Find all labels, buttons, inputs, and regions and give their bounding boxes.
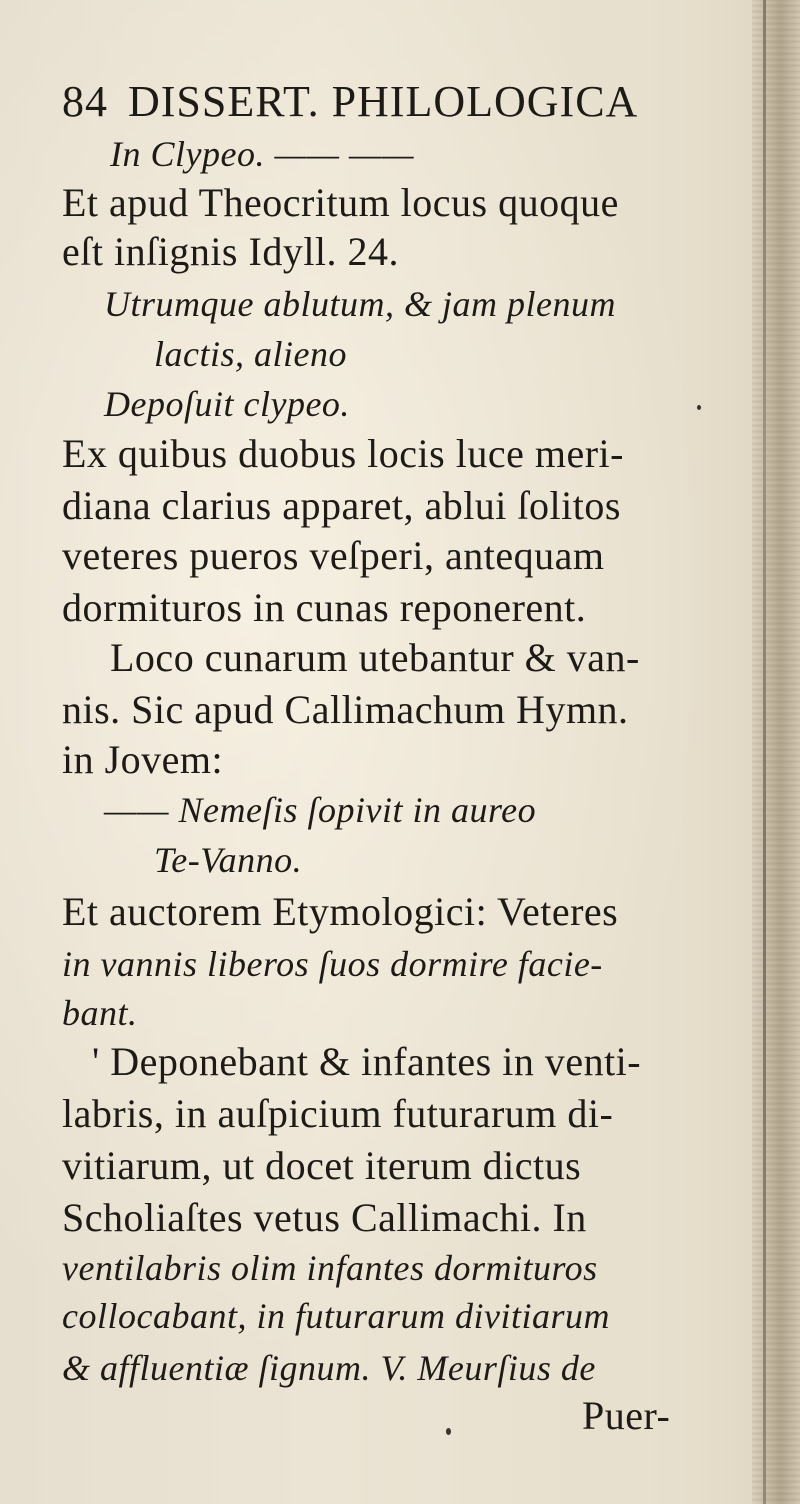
text-line: Ex quibus duobus locis luce meri- bbox=[62, 431, 624, 476]
text-line: Depoſuit clypeo. bbox=[104, 384, 350, 424]
text-line: in Jovem: bbox=[62, 737, 224, 782]
text-line: eſt inſignis Idyll. 24. bbox=[62, 229, 400, 274]
text-line: in vannis liberos ſuos dormire facie- bbox=[62, 944, 603, 984]
text-line: vitiarum, ut docet iterum dictus bbox=[62, 1143, 582, 1188]
text-line: Et auctorem Etymologici: Veteres bbox=[62, 889, 619, 934]
text-line: diana clarius apparet, ablui ſolitos bbox=[62, 483, 621, 528]
text-line: bant. bbox=[62, 993, 138, 1033]
text-line: In Clypeo. —— —— bbox=[110, 134, 414, 174]
text-line: Utrumque ablutum, & jam plenum bbox=[104, 284, 616, 324]
text-line: veteres pueros veſperi, antequam bbox=[62, 533, 605, 578]
page-edge-shadow bbox=[763, 0, 766, 1504]
binding-gutter bbox=[752, 0, 800, 1504]
ink-speck bbox=[446, 1428, 451, 1435]
text-line: lactis, alieno bbox=[154, 334, 347, 374]
ink-speck bbox=[697, 405, 701, 410]
page-number: 84 bbox=[62, 77, 108, 126]
text-line: dormituros in cunas reponerent. bbox=[62, 585, 587, 630]
text-line: Loco cunarum utebantur & van- bbox=[110, 635, 640, 680]
text-line: collocabant, in futurarum divitiarum bbox=[62, 1296, 610, 1336]
text-line: Et apud Theocritum locus quoque bbox=[62, 180, 619, 225]
text-line: Te-Vanno. bbox=[154, 840, 303, 880]
text-line: nis. Sic apud Callimachum Hymn. bbox=[62, 687, 629, 732]
text-line: & affluentiæ ſignum. V. Meurſius de bbox=[62, 1348, 596, 1388]
text-line: Scholiaſtes vetus Callimachi. In bbox=[62, 1195, 587, 1240]
text-line: labris, in auſpicium futurarum di- bbox=[62, 1091, 614, 1136]
running-title: DISSERT. PHILOLOGICA bbox=[128, 77, 639, 126]
text-line: ' Deponebant & infantes in venti- bbox=[92, 1039, 642, 1084]
catchword: Puer- bbox=[582, 1393, 671, 1438]
text-line: —— Nemeſis ſopivit in aureo bbox=[104, 790, 537, 830]
text-line: ventilabris olim infantes dormituros bbox=[62, 1248, 598, 1288]
